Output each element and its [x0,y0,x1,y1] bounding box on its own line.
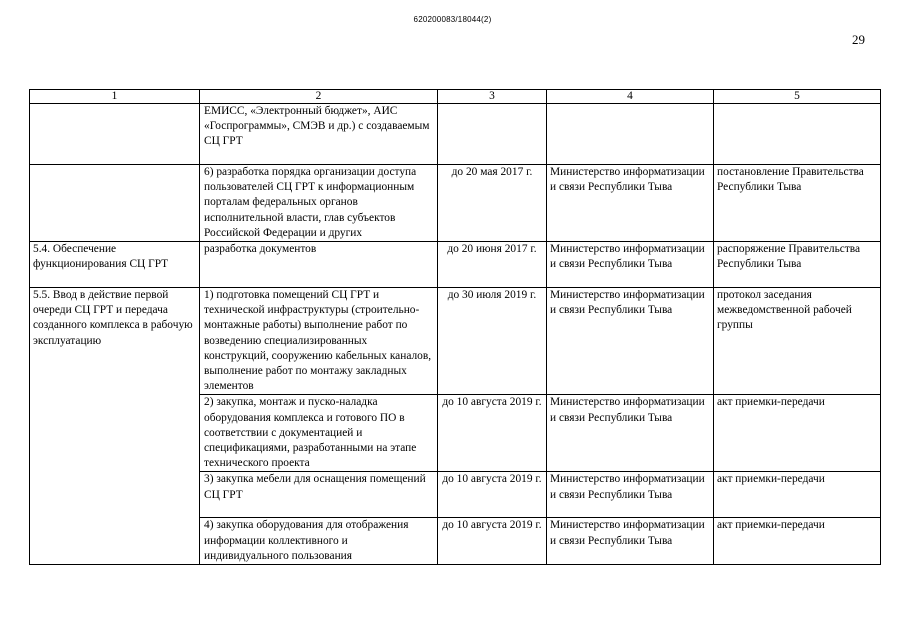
column-number: 5 [714,90,881,104]
result-cell: постановление Правительства Республики Тыва [714,165,881,242]
plan-table [29,89,881,565]
action-cell: 3) закупка мебели для оснащения помещений СЦ ГРТ [200,472,438,518]
responsible-cell: Министерство информатизации и связи Республики Тыва [547,242,714,288]
table-row [30,165,881,242]
result-cell: протокол заседания межведомственной рабочей группы [714,288,881,395]
result-cell: акт приемки-передачи [714,472,881,518]
deadline-cell: до 10 августа 2019 г. [438,472,547,518]
page-number: 29 [852,32,865,47]
item-cell: 5.5. Ввод в действие первой очереди СЦ ГРТ и передача созданного комплекса в рабочую эксплуатацию [30,288,200,565]
column-number-row [30,90,881,104]
result-cell: распоряжение Правительства Республики Тыва [714,242,881,288]
responsible-cell: Министерство информатизации и связи Республики Тыва [547,472,714,518]
column-number: 2 [200,90,438,104]
table-row [30,242,881,288]
table-row [30,104,881,165]
item-cell [30,104,200,165]
responsible-cell: Министерство информатизации и связи Республики Тыва [547,288,714,395]
result-cell: акт приемки-передачи [714,518,881,565]
document-id: 620200083/18044(2) [413,15,492,24]
deadline-cell: до 10 августа 2019 г. [438,518,547,565]
action-cell: 6) разработка порядка организации доступа пользователей СЦ ГРТ к информационным порталам федеральных органов исполнительной власти, глав субъектов Российской Федерации и других [200,165,438,242]
item-cell [30,165,200,242]
column-number: 1 [30,90,200,104]
result-cell: акт приемки-передачи [714,395,881,472]
action-cell: разработка документов [200,242,438,288]
deadline-cell: до 30 июля 2019 г. [438,288,547,395]
action-cell: 2) закупка, монтаж и пуско-наладка оборудования комплекса и готового ПО в соответствии с документацией и спецификациями, разработанными на этапе технического проекта [200,395,438,472]
deadline-cell [438,104,547,165]
responsible-cell: Министерство информатизации и связи Республики Тыва [547,165,714,242]
responsible-cell: Министерство информатизации и связи Республики Тыва [547,518,714,565]
deadline-cell: до 20 июня 2017 г. [438,242,547,288]
column-number: 4 [547,90,714,104]
responsible-cell [547,104,714,165]
deadline-cell: до 10 августа 2019 г. [438,395,547,472]
column-number: 3 [438,90,547,104]
action-cell: 1) подготовка помещений СЦ ГРТ и технической инфраструктуры (строительно-монтажные работы) выполнение работ по возведению специализированных конструкций, сооружению кабельных каналов, выполнение работ по монтажу закладных элементов [200,288,438,395]
responsible-cell: Министерство информатизации и связи Республики Тыва [547,395,714,472]
action-cell: ЕМИСС, «Электронный бюджет», АИС «Госпрограммы», СМЭВ и др.) с создаваемым СЦ ГРТ [200,104,438,165]
deadline-cell: до 20 мая 2017 г. [438,165,547,242]
action-cell: 4) закупка оборудования для отображения информации коллективного и индивидуального пользования [200,518,438,565]
item-cell: 5.4. Обеспечение функционирования СЦ ГРТ [30,242,200,288]
result-cell [714,104,881,165]
table-row [30,288,881,395]
